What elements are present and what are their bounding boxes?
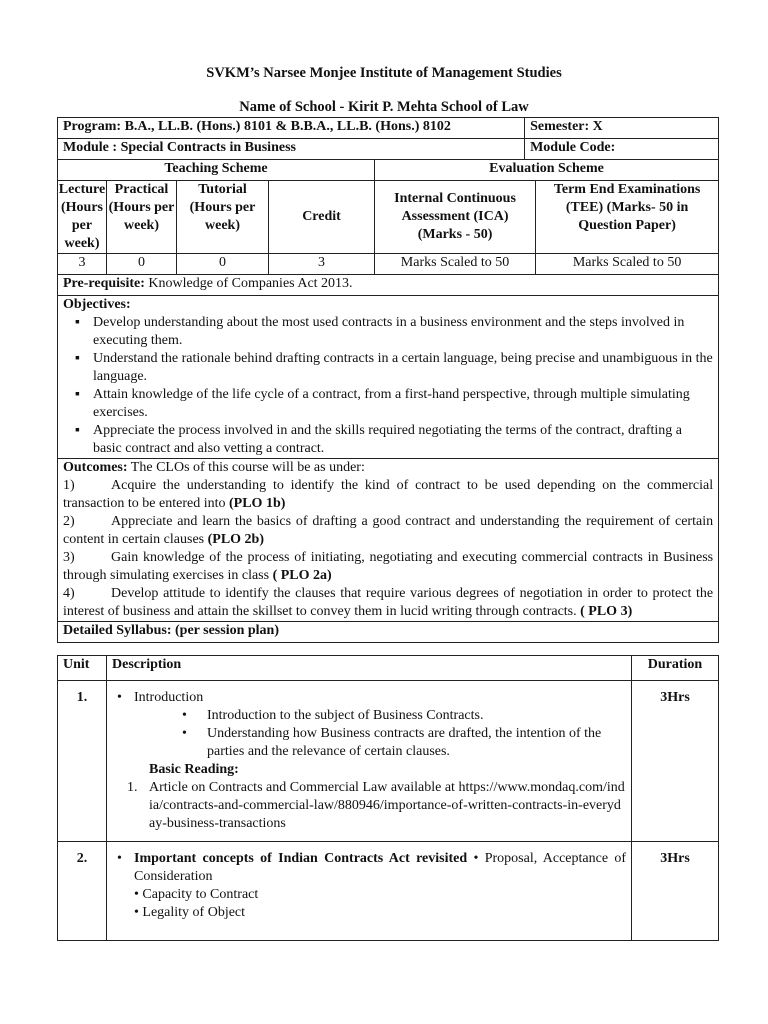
unit-header: Unit [58, 656, 107, 681]
syllabus-label: Detailed Syllabus: (per session plan) [58, 622, 719, 643]
outcome-item [63, 477, 713, 513]
syllabus-unit-row [58, 681, 719, 842]
objective-item: ▪ Appreciate the process involved in and the skills required negotiating the terms of the contract, drafting a basic contract and also vetting a contract. [63, 422, 713, 458]
basic-reading-label: Basic Reading: [149, 762, 239, 777]
ica-header: Internal Continuous Assessment (ICA) (Marks - 50) [375, 181, 536, 254]
tee-value: Marks Scaled to 50 [536, 254, 719, 275]
objectives-label: Objectives: [63, 297, 131, 312]
reading-text: Article on Contracts and Commercial Law available at https://www.mondaq.com/india/contracts-and-commercial-law/880946/importance-of-written-contracts-in-everyday-business-transactions [149, 780, 625, 831]
lecture-header: Lecture (Hours per week) [58, 181, 107, 254]
credit-value: 3 [269, 254, 375, 275]
teaching-scheme-title: Teaching Scheme [58, 160, 375, 181]
program-value: B.A., LL.B. (Hons.) 8101 & B.B.A., LL.B. (Hons.) 8102 [124, 119, 451, 134]
outcome-number: 2) [63, 514, 75, 529]
outcome-item [63, 513, 713, 549]
credit-header: Credit [269, 181, 375, 254]
program-label: Program: [63, 119, 122, 134]
practical-value: 0 [107, 254, 177, 275]
module-label: Module : [63, 140, 118, 155]
outcome-plo: (PLO 1b) [229, 496, 286, 511]
outcome-text: Appreciate and learn the basics of drafting a good contract and understanding the requirement of certain content in certain clauses [63, 514, 714, 547]
outcomes-label: Outcomes: [63, 460, 128, 475]
school-title: Name of School - Kirit P. Mehta School of Law [239, 99, 529, 115]
unit-number: 1. [58, 681, 107, 842]
objective-item: ▪ Develop understanding about the most used contracts in a business environment and the steps involved in executing them. [63, 314, 713, 350]
prerequisite-label: Pre-requisite: [63, 276, 145, 291]
outcome-text: Acquire the understanding to identify the kind of contract to be used depending on the commercial transaction to be entered into [63, 478, 714, 511]
tee-header: Term End Examinations (TEE) (Marks- 50 in Question Paper) [536, 181, 719, 254]
outcome-item [63, 585, 713, 621]
syllabus-unit-row [58, 842, 719, 941]
outcomes-row [58, 459, 719, 622]
objectives-list [63, 314, 713, 458]
syllabus-header-row [58, 656, 719, 681]
course-info-table [57, 117, 719, 643]
unit-topic: Important concepts of Indian Contracts Act revisited [134, 851, 468, 866]
unit-number: 2. [58, 842, 107, 941]
description-header: Description [107, 656, 632, 681]
scheme-title-row [58, 160, 719, 181]
outcome-number: 3) [63, 550, 75, 565]
outcome-plo: ( PLO 2a) [272, 568, 332, 583]
unit-duration: 3Hrs [632, 681, 719, 842]
tutorial-value: 0 [177, 254, 269, 275]
unit-subtopic: • Understanding how Business contracts are drafted, the intention of the parties and the relevance of certain clauses. [182, 725, 626, 761]
reading-number: 1. [127, 780, 138, 795]
outcome-item [63, 549, 713, 585]
unit-point: • Capacity to Contract [134, 887, 259, 902]
scheme-value-row [58, 254, 719, 275]
outcome-text: Gain knowledge of the process of initiating, negotiating and executing commercial contracts in Business through simulating exercises in class [63, 550, 714, 583]
unit-duration: 3Hrs [632, 842, 719, 941]
institute-title: SVKM’s Narsee Monjee Institute of Management Studies [206, 65, 562, 81]
objective-item: ▪ Attain knowledge of the life cycle of a contract, from a first-hand perspective, through multiple simulating exercises. [63, 386, 713, 422]
module-row [58, 139, 719, 160]
semester-label: Semester: [530, 119, 590, 134]
syllabus-table [57, 655, 719, 941]
objectives-row [58, 296, 719, 459]
objective-item: ▪ Understand the rationale behind drafting contracts in a certain language, being precise and unambiguous in the language. [63, 350, 713, 386]
unit-subtopic: • Introduction to the subject of Business Contracts. [182, 707, 626, 725]
module-code-label: Module Code: [525, 139, 719, 160]
outcomes-intro: The CLOs of this course will be as under: [130, 460, 365, 475]
program-row [58, 118, 719, 139]
outcome-plo: ( PLO 3) [580, 604, 633, 619]
prerequisite-value: Knowledge of Companies Act 2013. [148, 276, 353, 291]
module-value: Special Contracts in Business [120, 140, 296, 155]
outcome-number: 4) [63, 586, 75, 601]
ica-value: Marks Scaled to 50 [375, 254, 536, 275]
practical-header: Practical (Hours per week) [107, 181, 177, 254]
outcome-number: 1) [63, 478, 75, 493]
semester-value: X [592, 119, 603, 134]
unit-topic: • Introduction [112, 689, 626, 707]
lecture-value: 3 [58, 254, 107, 275]
outcome-text: Develop attitude to identify the clauses that require various degrees of negotiation in order to protect the interest of business and attain the skillset to convey them in lucid writing through contracts. [63, 586, 714, 619]
outcome-plo: (PLO 2b) [207, 532, 264, 547]
tutorial-header: Tutorial (Hours per week) [177, 181, 269, 254]
evaluation-scheme-title: Evaluation Scheme [375, 160, 719, 181]
duration-header: Duration [632, 656, 719, 681]
syllabus-label-row [58, 622, 719, 643]
unit-topic-rest: • Proposal, Acceptance of Consideration [134, 851, 627, 884]
prerequisite-row [58, 275, 719, 296]
scheme-header-row [58, 181, 719, 254]
unit-point: • Legality of Object [134, 905, 246, 920]
